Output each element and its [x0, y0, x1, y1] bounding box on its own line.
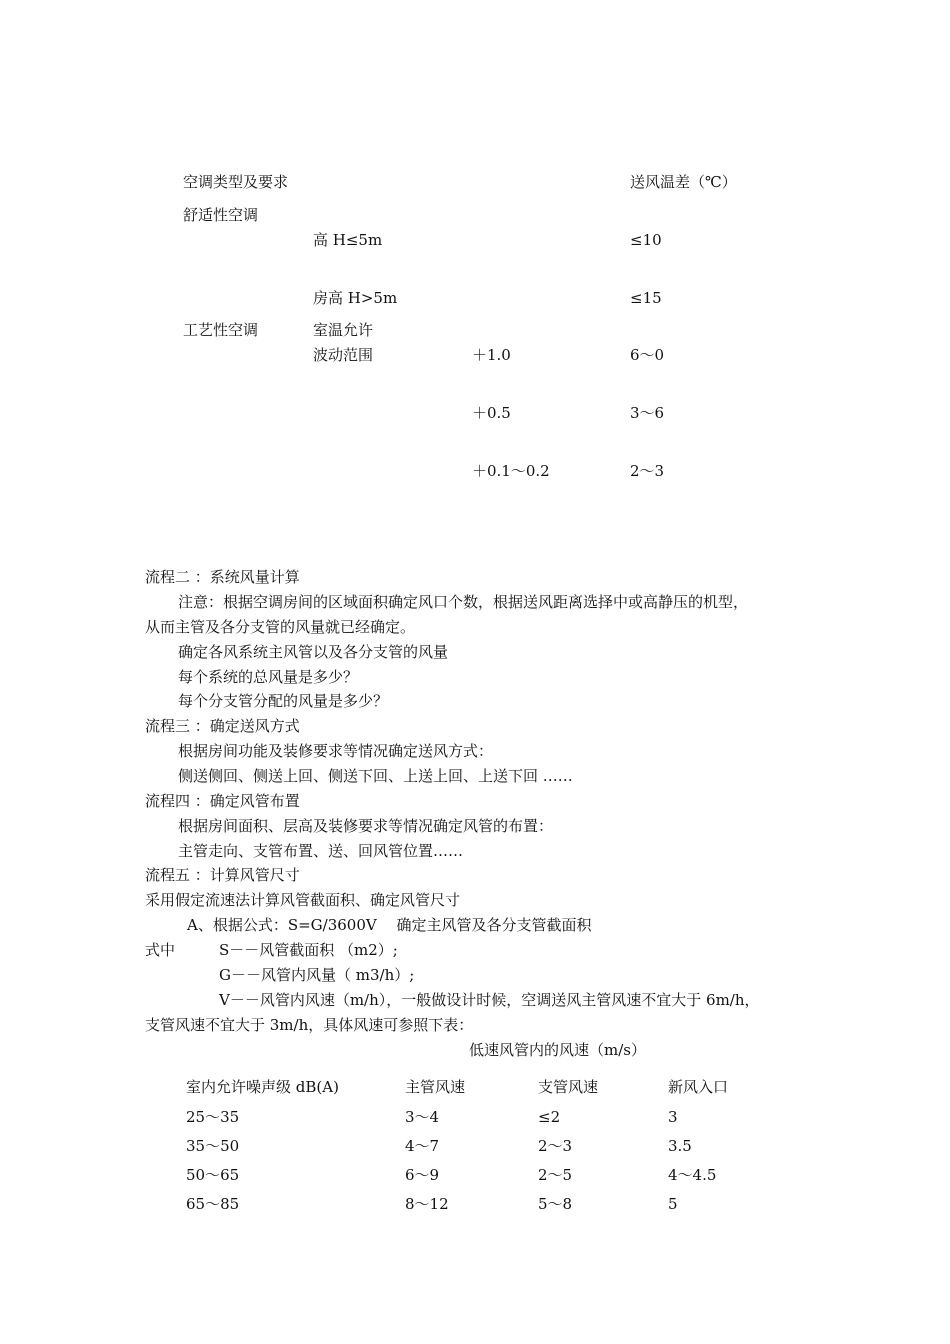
process-row-range: ＋0.1～0.2	[472, 462, 550, 480]
process-ac-label: 工艺性空调	[183, 321, 259, 339]
table-cell: 2～5	[538, 1166, 573, 1184]
process-row-value: 6～0	[630, 346, 665, 364]
velocity-table-header: 新风入口	[668, 1078, 729, 1096]
comfort-row-value: ≤15	[630, 289, 662, 307]
table-cell: 5	[668, 1195, 678, 1213]
process-row-range: ＋1.0	[472, 346, 511, 364]
table-cell: 4～7	[405, 1137, 440, 1155]
section-heading: 流程二 ：系统风量计算	[145, 568, 300, 586]
velocity-table-header: 室内允许噪声级 dB(A)	[186, 1078, 339, 1096]
table-cell: 65～85	[186, 1195, 240, 1213]
formula-variable: S－－风管截面积 （m2）;	[219, 941, 398, 959]
table-cell: ≤2	[538, 1108, 561, 1126]
table-cell: 5～8	[538, 1195, 573, 1213]
process-sub-label: 波动范围	[313, 346, 374, 364]
comfort-row-value: ≤10	[630, 231, 662, 249]
process-sub-label: 室温允许	[313, 321, 374, 339]
formula-where-label: 式中	[145, 941, 176, 959]
table-cell: 6～9	[405, 1166, 440, 1184]
table-cell: 4～4.5	[668, 1166, 717, 1184]
process-row-value: 3～6	[630, 404, 665, 422]
paragraph-line: 支管风速不宜大于 3m/h，具体风速可参照下表：	[145, 1016, 474, 1034]
velocity-table-caption: 低速风管内的风速（m/s）	[469, 1041, 646, 1059]
paragraph-line: 根据房间功能及装修要求等情况确定送风方式：	[178, 742, 494, 760]
paragraph-line: 每个分支管分配的风量是多少？	[178, 692, 389, 710]
table-cell: 35～50	[186, 1137, 240, 1155]
velocity-table-header: 主管风速	[405, 1078, 466, 1096]
process-row-range: ＋0.5	[472, 404, 511, 422]
formula-variable: V－－风管内风速（m/h），一般做设计时候，空调送风主管风速不宜大于 6m/h，	[219, 991, 760, 1009]
comfort-row-condition: 高 H≤5m	[313, 231, 383, 249]
process-row-value: 2～3	[630, 462, 665, 480]
velocity-table-header: 支管风速	[538, 1078, 599, 1096]
table-cell: 50～65	[186, 1166, 240, 1184]
formula-line: A、根据公式：S=G/3600V 确定主风管及各分支管截面积	[187, 916, 592, 934]
paragraph-line: 每个系统的总风量是多少？	[178, 668, 359, 686]
table-cell: 3	[668, 1108, 678, 1126]
paragraph-line: 确定各风系统主风管以及各分支管的风量	[178, 643, 449, 661]
table-cell: 2～3	[538, 1137, 573, 1155]
table-cell: 25～35	[186, 1108, 240, 1126]
table-cell: 3.5	[668, 1137, 692, 1155]
section-heading: 流程三 ：确定送风方式	[145, 717, 300, 735]
paragraph-line: 主管走向、支管布置、送、回风管位置……	[178, 842, 464, 860]
paragraph-line: 注意：根据空调房间的区域面积确定风口个数，根据送风距离选择中或高静压的机型，	[178, 593, 749, 611]
formula-variable: G－－风管内风量（ m3/h）;	[219, 966, 415, 984]
paragraph-line: 采用假定流速法计算风管截面积、确定风管尺寸	[145, 891, 461, 909]
section-heading: 流程四 ：确定风管布置	[145, 792, 300, 810]
table-cell: 3～4	[405, 1108, 440, 1126]
paragraph-line: 从而主管及各分支管的风量就已经确定。	[145, 618, 416, 636]
comfort-row-condition: 房高 H>5m	[313, 289, 398, 307]
paragraph-line: 根据房间面积、层高及装修要求等情况确定风管的布置：	[178, 817, 554, 835]
paragraph-line: 侧送侧回、侧送上回、侧送下回、上送上回、上送下回 ……	[178, 767, 573, 785]
comfort-ac-label: 舒适性空调	[183, 206, 259, 224]
table-cell: 8～12	[405, 1195, 449, 1213]
section-heading: 流程五 ：计算风管尺寸	[145, 866, 300, 884]
temp-table-header-temp: 送风温差（℃）	[630, 173, 737, 191]
temp-table-header-type: 空调类型及要求	[183, 173, 289, 191]
